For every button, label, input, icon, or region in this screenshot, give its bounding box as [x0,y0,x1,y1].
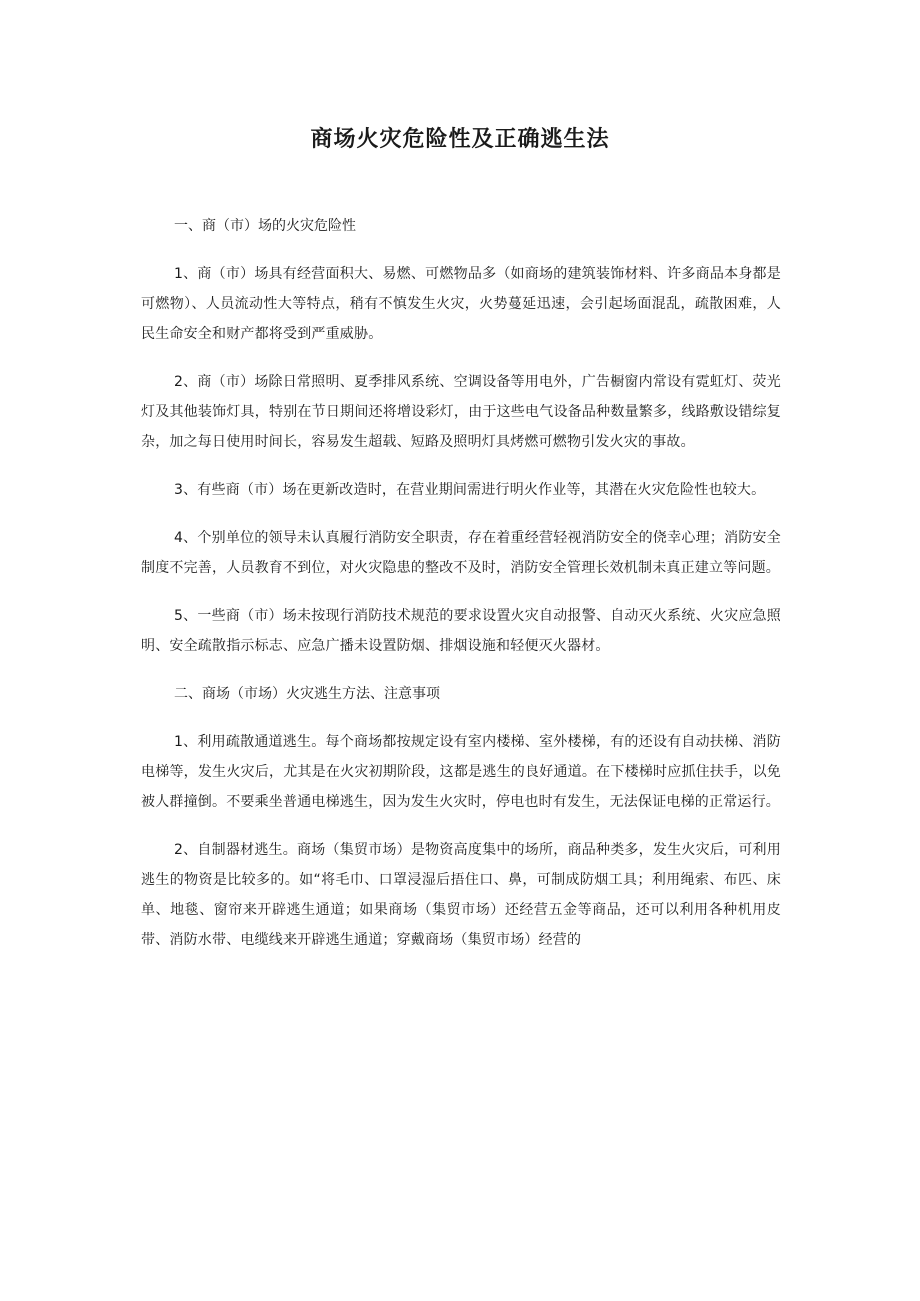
paragraph-risk-5: 5、一些商（市）场未按现行消防技术规范的要求设置火灾自动报警、自动灭火系统、火灾应急照明、安全疏散指示标志、应急广播未设置防烟、排烟设施和轻便灭火器材。 [141,608,781,654]
document-title: 商场火灾危险性及正确逃生法 [310,126,610,152]
section-heading-fire-risk: 一、商（市）场的火灾危险性 [174,218,356,234]
document-body [141,211,781,973]
section-heading-escape-methods: 二、商场（市场）火灾逃生方法、注意事项 [174,686,440,702]
paragraph-escape-1: 1、利用疏散通道逃生。每个商场都按规定设有室内楼梯、室外楼梯，有的还设有自动扶梯、消防电梯等，发生火灾后，尤其是在火灾初期阶段，这都是逃生的良好通道。在下楼梯时应抓住扶手，以免被人群撞倒。不要乘坐普通电梯逃生，因为发生火灾时，停电也时有发生，无法保证电梯的正常运行。 [141,734,781,810]
paragraph-risk-1: 1、商（市）场具有经营面积大、易燃、可燃物品多（如商场的建筑装饰材料、许多商品本身都是可燃物）、人员流动性大等特点，稍有不慎发生火灾，火势蔓延迅速，会引起场面混乱，疏散困难，人民生命安全和财产都将受到严重威胁。 [141,266,781,342]
paragraph-escape-2: 2、自制器材逃生。商场（集贸市场）是物资高度集中的场所，商品种类多，发生火灾后，可利用逃生的物资是比较多的。如“将毛巾、口罩浸湿后捂住口、鼻，可制成防烟工具；利用绳索、布匹、床单、地毯、窗帘来开辟逃生通道；如果商场（集贸市场）还经营五金等商品，还可以利用各种机用皮带、消防水带、电缆线来开辟逃生通道；穿戴商场（集贸市场）经营的 [141,842,781,948]
paragraph-risk-3: 3、有些商（市）场在更新改造时，在营业期间需进行明火作业等，其潜在火灾危险性也较大。 [174,482,766,498]
paragraph-risk-2: 2、商（市）场除日常照明、夏季排风系统、空调设备等用电外，广告橱窗内常设有霓虹灯、荧光灯及其他装饰灯具，特别在节日期间还将增设彩灯，由于这些电气设备品种数量繁多，线路敷设错综复杂，加之每日使用时间长，容易发生超载、短路及照明灯具烤燃可燃物引发火灾的事故。 [141,374,781,450]
paragraph-risk-4: 4、个别单位的领导未认真履行消防安全职责，存在着重经营轻视消防安全的侥幸心理；消防安全制度不完善，人员教育不到位，对火灾隐患的整改不及时，消防安全管理长效机制未真正建立等问题。 [141,530,781,576]
